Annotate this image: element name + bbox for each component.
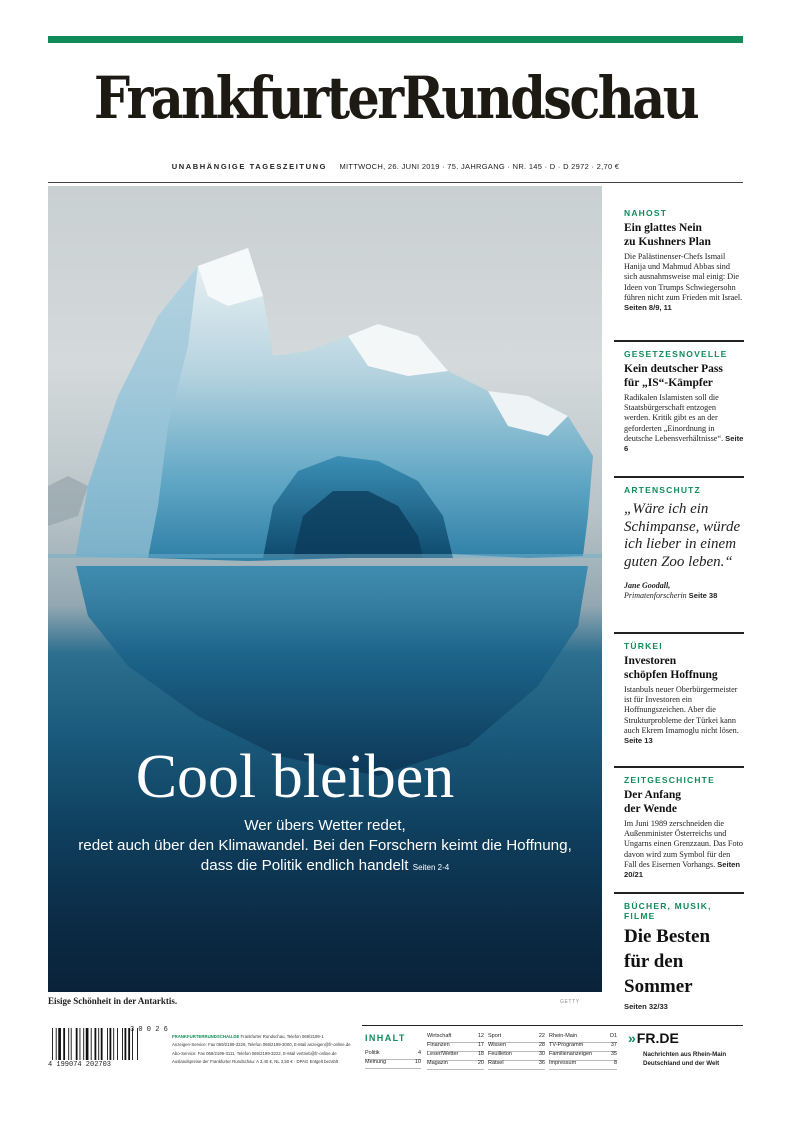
barcode-bar <box>98 1028 99 1060</box>
teaser-gesetzesnovelle[interactable] <box>614 340 744 454</box>
teaser-headline-line: Ein glattes Nein <box>624 222 702 234</box>
toc-page: D1 <box>609 1033 617 1039</box>
impressum-line: Anzeigen-Service: Fax 069/2199-3229, Telefon 069/2199-3000, E-Mail anzeigen@fr-online.de <box>172 1042 351 1048</box>
toc-label: Rhein-Main <box>549 1033 578 1039</box>
teaser-page-ref[interactable]: Seiten 20/21 <box>624 859 740 880</box>
teaser-artenschutz[interactable] <box>614 476 744 601</box>
barcode-bar <box>68 1028 69 1060</box>
teaser-headline-line: Kein deutscher Pass <box>624 363 723 375</box>
chevron-right-icon: » <box>628 1030 636 1046</box>
teaser-kicker: NAHOST <box>624 208 668 218</box>
impressum-block <box>172 1033 358 1067</box>
teaser-body <box>624 252 744 313</box>
teaser-headline-line: schöpfen Hoffnung <box>624 669 718 681</box>
teaser-kicker: ARTENSCHUTZ <box>624 485 701 495</box>
toc-page: 30 <box>538 1051 545 1057</box>
hero-deck-line <box>48 856 602 878</box>
teaser-body-text: Radikalen Islamisten soll die Staatsbürgerschaft entzogen werden. Kritik gibt es an der geforderten „Einordnung in deutsche Lebensverhältnisse“. <box>624 393 724 443</box>
toc-label: TV-Programm <box>549 1042 584 1048</box>
barcode-bar <box>80 1028 81 1060</box>
section-rule <box>614 632 744 634</box>
teaser-headline-line: Die Besten <box>624 926 711 947</box>
toc-page: 10 <box>414 1059 421 1065</box>
header-rule <box>48 182 743 183</box>
teaser-headline-line: Investoren <box>624 655 677 667</box>
hero-page-ref[interactable]: Seiten 2-4 <box>412 863 450 872</box>
toc-label: Feuilleton <box>488 1051 512 1057</box>
teaser-body-text: Im Juni 1989 zerschneiden die Außenminister Österreichs und Ungarns einen Grenzzaun. Das Foto davon wird zum Symbol für den Fall des Eisernen Vorhangs. <box>624 819 743 869</box>
toc-page: 4 <box>417 1050 421 1056</box>
hero-deck-line-text: dass die Politik endlich handelt <box>200 857 409 874</box>
toc-label: Impressum <box>549 1060 577 1066</box>
barcode-bar <box>117 1028 118 1060</box>
toc-label: Wirtschaft <box>427 1033 452 1039</box>
barcode-bar <box>101 1028 103 1060</box>
top-accent-bar <box>48 36 743 43</box>
barcode-bar <box>95 1028 97 1060</box>
teaser-page-ref[interactable]: Seite 6 <box>624 433 744 454</box>
teaser-zeitgeschichte[interactable] <box>614 766 744 880</box>
teaser-body <box>624 819 744 880</box>
teaser-headline <box>624 924 744 999</box>
teaser-kicker: ZEITGESCHICHTE <box>624 775 715 785</box>
teaser-page-ref[interactable]: Seite 13 <box>624 736 653 746</box>
toc-row[interactable] <box>488 1060 545 1070</box>
barcode-bar <box>76 1028 78 1060</box>
teaser-body-text: Istanbuls neuer Oberbürgermeister ist für Investoren ein Hoffnungszeichen. Aber die Strukturprobleme der Türkei kann auch Ekrem Imamoglu nicht lösen. <box>624 685 739 735</box>
impressum-line: Abo-Service: Fax 069/2199-3111, Telefon 069/2199-3222, E-Mail vertrieb@fr-online.de <box>172 1050 337 1056</box>
footer-rule <box>362 1025 743 1026</box>
teaser-tuerkei[interactable] <box>614 632 744 746</box>
masthead-logo[interactable]: FrankfurterRundschau <box>93 64 698 132</box>
teaser-kicker: BÜCHER, MUSIK, FILME <box>624 901 712 921</box>
toc-page: 12 <box>477 1033 484 1039</box>
fr-de-logo[interactable] <box>628 1030 679 1046</box>
hero-deck-line: Wer übers Wetter redet, <box>244 817 406 834</box>
tagline: UNABHÄNGIGE TAGESZEITUNG <box>171 162 328 171</box>
toc-title: INHALT <box>365 1033 406 1043</box>
teaser-page-ref[interactable]: Seite 38 <box>688 591 718 601</box>
barcode-bar <box>71 1028 72 1060</box>
teaser-headline-line: der Wende <box>624 803 677 815</box>
fr-de-label: FR.DE <box>636 1030 679 1046</box>
teaser-quote: „Wäre ich ein Schimpanse, würde ich lieber in einem guten Zoo leben.“ <box>624 501 741 570</box>
impressum-brand[interactable]: FRANKFURTERRUNDSCHAU.DE <box>172 1034 240 1039</box>
toc-label: Finanzen <box>427 1042 450 1048</box>
teaser-body <box>624 393 744 454</box>
toc-row[interactable] <box>365 1059 421 1069</box>
toc-label: Magazin <box>427 1060 448 1066</box>
barcode-bar <box>86 1028 89 1060</box>
section-rule <box>614 340 744 342</box>
toc-row[interactable] <box>549 1060 617 1070</box>
toc-row[interactable] <box>427 1060 484 1070</box>
teaser-headline <box>624 362 744 390</box>
photo-credit: GETTY <box>560 999 580 1005</box>
barcode-issue: 3 0 0 2 6 <box>130 1026 168 1034</box>
toc-page: 36 <box>538 1060 545 1066</box>
toc-page: 22 <box>538 1033 545 1039</box>
toc-label: Wissen <box>488 1042 507 1048</box>
toc-page: 17 <box>477 1042 484 1048</box>
toc-page: 20 <box>477 1060 484 1066</box>
toc-page: 37 <box>610 1042 617 1048</box>
teaser-headline-line: Sommer <box>624 976 693 997</box>
teaser-buecher-musik-filme[interactable] <box>614 892 744 1012</box>
edition-meta: MITTWOCH, 26. JUNI 2019 · 75. JAHRGANG · NR. 145 · D · D 2972 · 2,70 € <box>339 162 620 171</box>
teaser-body <box>624 685 744 746</box>
impressum-line: Auslandspreise der Frankfurter Rundschau: A 3,40 €, NL 3,50 € · DPAG Entgelt bezahlt <box>172 1059 339 1065</box>
teaser-headline <box>624 221 744 249</box>
teaser-headline-line: für den <box>624 951 684 972</box>
teaser-body <box>624 1002 744 1012</box>
toc-label: Sport <box>488 1033 502 1039</box>
toc-page: 35 <box>610 1051 617 1057</box>
barcode-bar <box>125 1028 127 1060</box>
hero-deck <box>48 816 602 878</box>
barcode-bar <box>132 1028 133 1060</box>
teaser-headline <box>624 788 744 816</box>
quote-role: Primatenforscherin <box>624 591 687 601</box>
teaser-headline-line: Der Anfang <box>624 789 681 801</box>
toc-page: 28 <box>538 1042 545 1048</box>
quote-author: Jane Goodall, <box>624 581 671 591</box>
toc-page: 18 <box>477 1051 484 1057</box>
teaser-page-ref[interactable]: Seiten 32/33 <box>624 1002 668 1011</box>
barcode-bar <box>137 1028 138 1060</box>
toc-label: Familienanzeigen <box>549 1051 593 1057</box>
barcode-bar <box>52 1028 53 1060</box>
toc-page: 8 <box>613 1060 617 1066</box>
impressum-line: Frankfurter Rundschau, Telefon 069/2199-1 <box>240 1034 324 1039</box>
toc-label: Politik <box>365 1050 380 1056</box>
hero-photo[interactable] <box>48 186 602 992</box>
section-rule <box>614 476 744 478</box>
barcode-number: 4 199074 202703 <box>48 1061 112 1069</box>
fr-de-tagline: Nachrichten aus Rhein-Main Deutschland und der Welt <box>643 1051 727 1067</box>
photo-caption: Eisige Schönheit in der Antarktis. <box>48 996 178 1006</box>
teaser-headline-line: zu Kushners Plan <box>624 236 711 248</box>
section-rule <box>614 892 744 894</box>
barcode-bar <box>107 1028 108 1060</box>
barcode-bar <box>110 1028 112 1060</box>
section-rule <box>614 766 744 768</box>
toc-label: Rätsel <box>488 1060 504 1066</box>
teaser-body-text: Die Palästinenser-Chefs Ismail Hanija und Mahmud Abbas sind sich ausnahmsweise mal einig: Die Ideen von Trumps Schwiegersohn führen nicht zum Frieden mit Israel. <box>624 252 743 302</box>
toc-label: Leser/Wetter <box>427 1051 459 1057</box>
barcode-bar <box>122 1028 123 1060</box>
barcode-bar <box>113 1028 114 1060</box>
barcode-bar <box>56 1028 57 1060</box>
toc-label: Meinung <box>365 1059 387 1065</box>
teaser-kicker: TÜRKEI <box>624 641 663 651</box>
hero-headline[interactable]: Cool bleiben <box>135 743 455 811</box>
quote-attribution <box>624 581 744 601</box>
barcode-bar <box>58 1028 61 1060</box>
teaser-headline-line: für „IS“-Kämpfer <box>624 377 713 389</box>
teaser-page-ref[interactable]: Seiten 8/9, 11 <box>624 303 672 313</box>
teaser-nahost[interactable] <box>614 200 744 313</box>
barcode-bar <box>91 1028 92 1060</box>
teaser-headline <box>624 654 744 682</box>
barcode-bar <box>83 1028 84 1060</box>
hero-deck-line: redet auch über den Klimawandel. Bei den Forschern keimt die Hoffnung, <box>78 837 572 854</box>
barcode-bar <box>63 1028 65 1060</box>
edition-line <box>48 162 743 171</box>
barcode-bar <box>128 1028 130 1060</box>
teaser-kicker: GESETZESNOVELLE <box>624 349 728 359</box>
